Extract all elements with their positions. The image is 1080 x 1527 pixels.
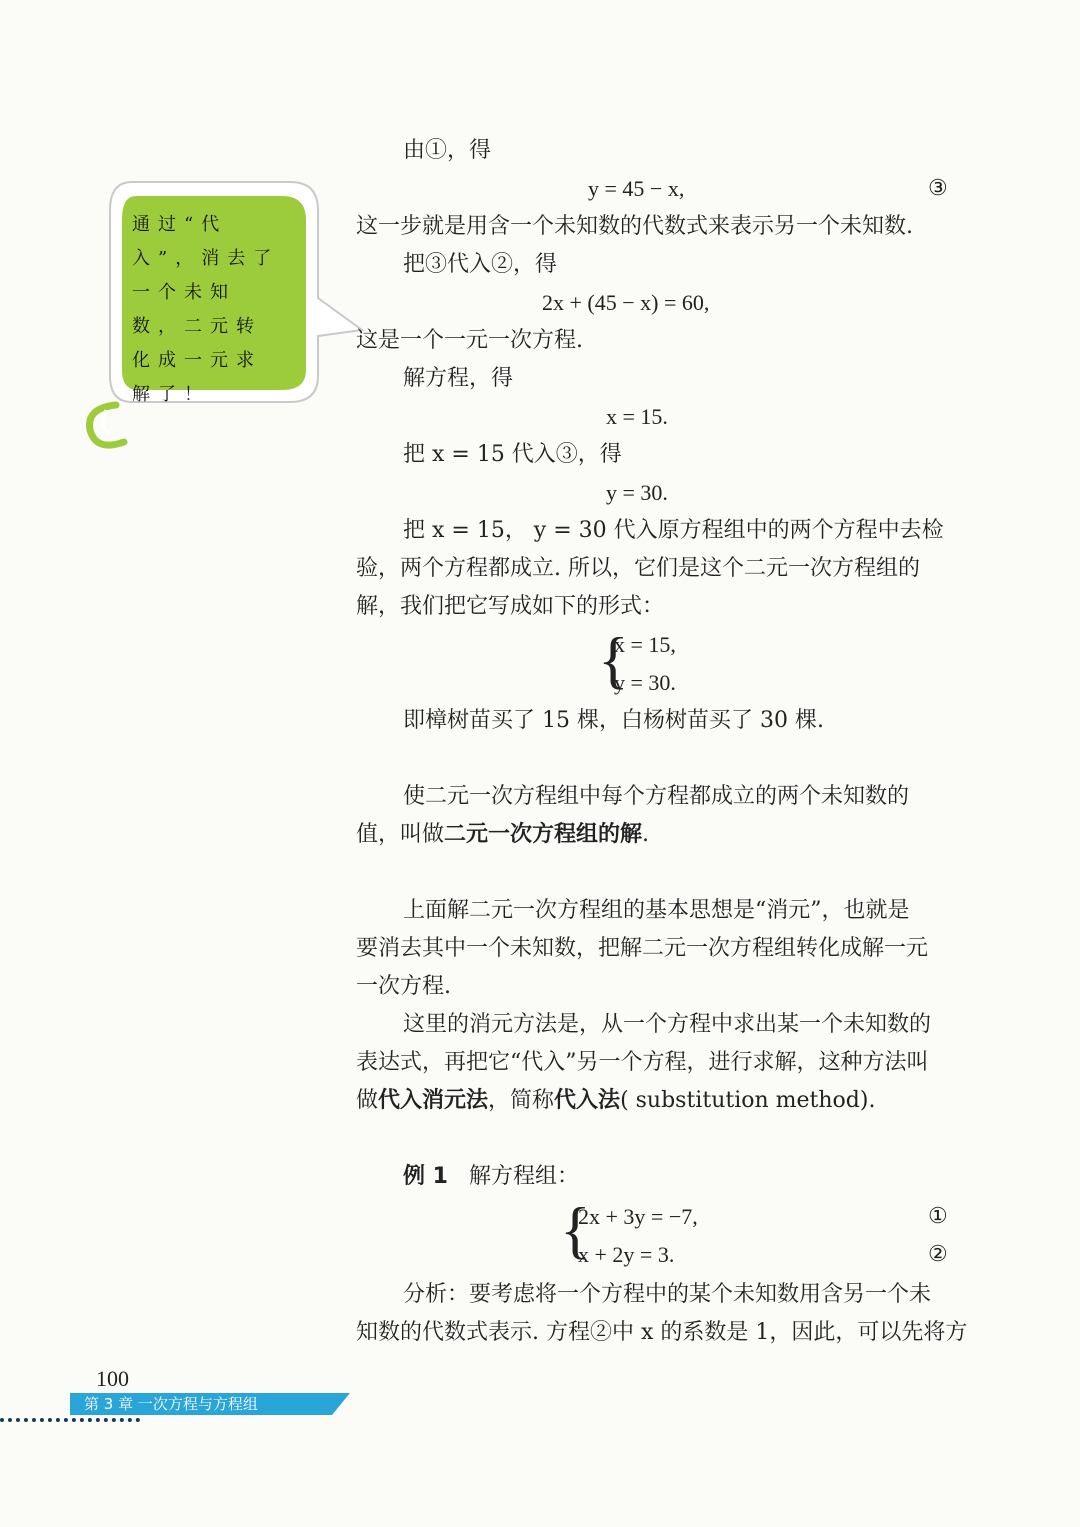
text-line: 把 x = 15 代入③，得 (403, 442, 622, 467)
text-line: 一次方程. (356, 974, 451, 999)
key-term: 代入消元法 (378, 1088, 489, 1113)
example-heading: 例 1 解方程组： (403, 1164, 579, 1189)
equation: y = 30. (606, 480, 668, 505)
text-line: 把 x = 15， y = 30 代入原方程组中的两个方程中去检 (403, 518, 944, 543)
brace-icon: { (598, 624, 629, 695)
key-term: 二元一次方程组的解 (444, 822, 643, 847)
text-line: 要消去其中一个未知数，把解二元一次方程组转化成解一元 (356, 936, 929, 961)
definition-line: 使二元一次方程组中每个方程都成立的两个未知数的 (403, 784, 910, 809)
equation: 2x + (45 − x) = 60, (542, 290, 710, 315)
brace-icon: { (560, 1194, 591, 1265)
definition-line: 值，叫做二元一次方程组的解. (356, 822, 650, 847)
text-line: 由①，得 (403, 138, 492, 163)
sidebar-note: 通过“代入”，消去了一个未知数，二元转化成一元求解了！ (132, 214, 280, 405)
text-line: 表达式，再把它“代入”另一个方程，进行求解，这种方法叫 (356, 1050, 929, 1075)
text-line: 这是一个一元一次方程. (356, 328, 583, 353)
text-line: 验，两个方程都成立. 所以，它们是这个二元一次方程组的 (356, 556, 920, 581)
equation-number: ② (928, 1242, 948, 1267)
equation: x = 15. (606, 404, 668, 429)
key-term: 代入法 (554, 1088, 621, 1113)
text-line: 上面解二元一次方程组的基本思想是“消元”，也就是 (403, 898, 910, 923)
equation-number: ③ (928, 176, 948, 201)
analysis-line: 知数的代数式表示. 方程②中 x 的系数是 1，因此，可以先将方 (356, 1320, 968, 1345)
system-equation: 2x + 3y = −7, (578, 1204, 698, 1229)
system-equation: y = 30. (614, 670, 676, 695)
text-line: 解，我们把它写成如下的形式： (356, 594, 665, 619)
chapter-label: 第 3 章 一次方程与方程组 (84, 1395, 258, 1413)
text-line: 这里的消元方法是，从一个方程中求出某一个未知数的 (403, 1012, 932, 1037)
example-label: 例 1 (403, 1164, 448, 1189)
text-line: 这一步就是用含一个未知数的代数式来表示另一个未知数. (356, 214, 913, 239)
text-line: 把③代入②，得 (403, 252, 558, 277)
dotted-divider (0, 1418, 140, 1422)
text-line: 即樟树苗买了 15 棵，白杨树苗买了 30 棵. (403, 708, 824, 733)
system-equation: x + 2y = 3. (578, 1242, 675, 1267)
text-line: 做代入消元法，简称代入法( substitution method). (356, 1088, 876, 1113)
equation-3: y = 45 − x, (588, 176, 685, 201)
equation-number: ① (928, 1204, 948, 1229)
text-line: 解方程，得 (403, 366, 514, 391)
page-number: 100 (96, 1366, 129, 1391)
system-equation: x = 15, (614, 632, 676, 657)
analysis-line: 分析：要考虑将一个方程中的某个未知数用含另一个未 (403, 1282, 932, 1307)
